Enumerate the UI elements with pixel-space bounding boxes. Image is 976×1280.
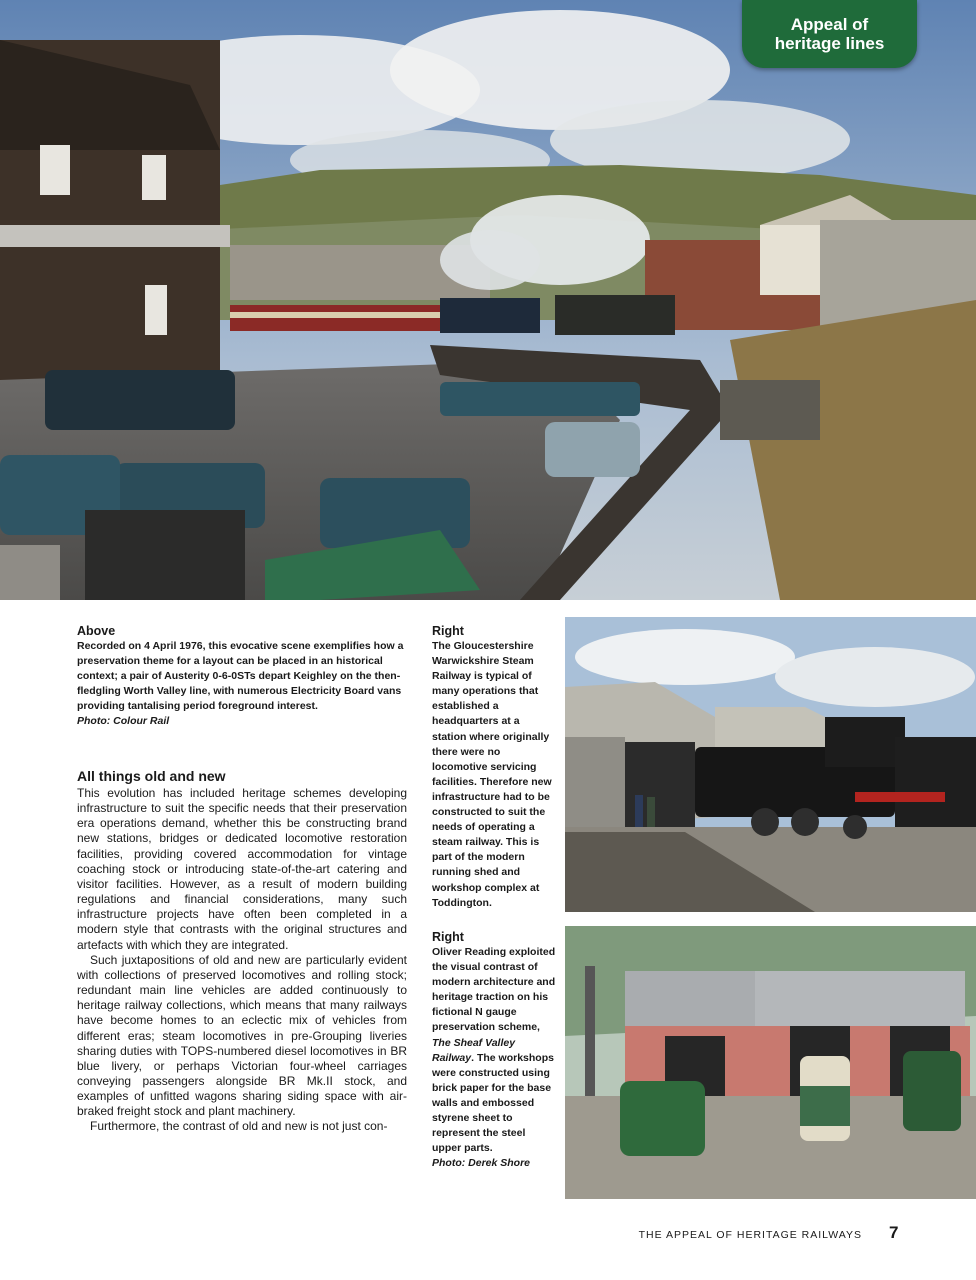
section-tab	[742, 0, 917, 68]
caption-heading: Right	[432, 624, 464, 638]
section-tab-line-2: heritage lines	[774, 34, 885, 53]
caption-above	[77, 624, 417, 730]
article-paragraph: Furthermore, the contrast of old and new is not just con-	[90, 1119, 388, 1134]
caption-text: Oliver Reading exploited the visual contrast of modern architecture and heritage traction on his fictional N gauge preservation scheme,	[432, 946, 556, 1034]
caption-text: Recorded on 4 April 1976, this evocative scene exemplifies how a preservation theme for a layout can be placed in an historical context; a pair of Austerity 0-6-0STs depart Keighley on the then-fledgling Worth Valley line, with numerous Electricity Board vans providing tantalising period foreground interest.	[77, 640, 404, 713]
caption-right-model	[432, 930, 556, 1171]
photo-credit: Photo: Colour Rail	[77, 715, 170, 728]
article-body	[77, 786, 407, 1135]
layout-title: The Sheaf Valley Railway	[432, 1036, 516, 1064]
article-heading: All things old and new	[77, 768, 226, 784]
page-number: 7	[889, 1223, 899, 1242]
caption-text: . The workshops were constructed using brick paper for the base walls and embossed styrene sheet to represent the steel upper parts.	[432, 1051, 554, 1155]
hero-photo-keighley	[0, 0, 976, 600]
running-footer: THE APPEAL OF HERITAGE RAILWAYS	[638, 1229, 862, 1241]
caption-heading: Right	[432, 930, 464, 944]
caption-heading: Above	[77, 624, 116, 638]
photo-toddington-shed	[565, 617, 976, 912]
article-paragraph: Such juxtapositions of old and new are particularly evident with collections of preserved locomotives and rolling stock; redundant main line vehicles are added continuously to heritage railway collections, which means that many railways have become homes to an eclectic mix of vehicles from different eras; steam locomotives in pre-Grouping liveries sharing duties with TOPS-numbered diesel locomotives in BR blue livery, or perhaps Victorian four-wheel carriages conveying passengers alongside BR Mk.II stock, and examples of unfitted wagons sharing siding space with air-braked freight stock and plant machinery.	[77, 952, 407, 1119]
photo-sheaf-valley-model	[565, 926, 976, 1199]
caption-right-shed	[432, 624, 556, 911]
section-tab-line-1: Appeal of	[790, 15, 869, 34]
caption-text: The Gloucestershire Warwickshire Steam Railway is typical of many operations that established a headquarters at a station where originally there were no locomotive servicing facilities. Therefore new infrastructure had to be constructed to suit the needs of operating a steam railway. This is part of the modern running shed and workshop complex at Toddington.	[432, 640, 552, 909]
photo-credit: Photo: Derek Shore	[432, 1157, 531, 1170]
article-paragraph: This evolution has included heritage schemes developing infrastructure to suit the specific needs that their preservation era operations demand, whether this be constructing brand new stations, bridges or dedicated locomotive restoration facilities, providing covered accommodation for vintage coaching stock or introducing state-of-the-art catering and visitor facilities. However, as a result of modern building regulations and financial considerations, many such infrastructure projects have often been completed in a modern style that contrasts with the original structures and artefacts with which they are integrated.	[77, 786, 407, 952]
